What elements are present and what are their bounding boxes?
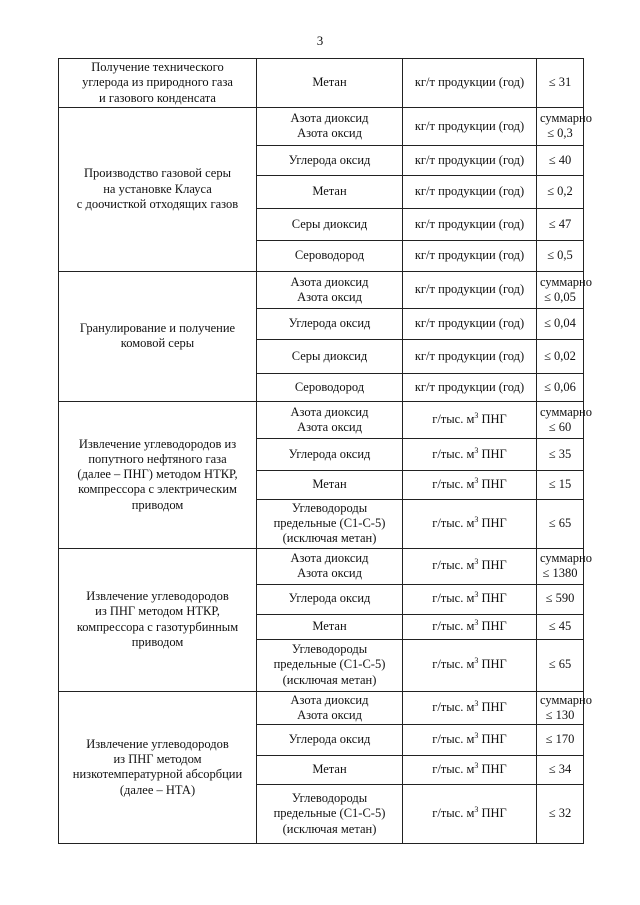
unit-cell: кг/т продукции (год) — [403, 339, 537, 373]
process-cell: Извлечение углеводородов из попутного нефтяного газа (далее – ПНГ) методом НТКР, компрессора с электрическим приводом — [59, 401, 257, 548]
unit-cell: г/тыс. $м^3$ ПНГ — [403, 470, 537, 499]
unit-cell: г/тыс. $м^3$ ПНГ — [403, 639, 537, 691]
unit-cell: г/тыс. $м^3$ ПНГ — [403, 548, 537, 584]
substance-cell: Азота диоксид Азота оксид — [257, 548, 403, 584]
value-cell: ≤ 65 — [537, 639, 584, 691]
process-cell: Извлечение углеводородов из ПНГ методом низкотемпературной абсорбции (далее – НТА) — [59, 691, 257, 844]
process-cell: Производство газовой серы на установке Клауса с доочисткой отходящих газов — [59, 107, 257, 271]
unit-cell: кг/т продукции (год) — [403, 145, 537, 175]
process-cell: Гранулирование и получение комовой серы — [59, 271, 257, 401]
value-cell: ≤ 0,06 — [537, 373, 584, 401]
substance-cell: Углерода оксид — [257, 584, 403, 614]
unit-cell: г/тыс. $м^3$ ПНГ — [403, 785, 537, 844]
value-cell: ≤ 32 — [537, 785, 584, 844]
value-cell: ≤ 170 — [537, 725, 584, 756]
unit-cell: кг/т продукции (год) — [403, 59, 537, 108]
substance-cell: Углерода оксид — [257, 308, 403, 339]
substance-cell: Углеводороды предельные (С1-С-5) (исключая метан) — [257, 785, 403, 844]
value-cell: ≤ 31 — [537, 59, 584, 108]
unit-cell: г/тыс. $м^3$ ПНГ — [403, 691, 537, 725]
value-cell: ≤ 0,04 — [537, 308, 584, 339]
process-cell: Извлечение углеводородов из ПНГ методом НТКР, компрессора с газотурбинным приводом — [59, 548, 257, 691]
value-cell: ≤ 35 — [537, 438, 584, 470]
unit-cell: г/тыс. $м^3$ ПНГ — [403, 438, 537, 470]
unit-cell: г/тыс. $м^3$ ПНГ — [403, 584, 537, 614]
substance-cell: Метан — [257, 756, 403, 785]
table-row — [59, 107, 584, 145]
substance-cell: Серы диоксид — [257, 339, 403, 373]
unit-cell: г/тыс. $м^3$ ПНГ — [403, 725, 537, 756]
unit-cell: г/тыс. $м^3$ ПНГ — [403, 756, 537, 785]
table-row — [59, 59, 584, 108]
value-cell: ≤ 0,2 — [537, 175, 584, 208]
unit-cell: кг/т продукции (год) — [403, 208, 537, 240]
substance-cell: Сероводород — [257, 240, 403, 271]
page-number: 3 — [316, 33, 324, 48]
substance-cell: Азота диоксид Азота оксид — [257, 691, 403, 725]
value-cell: ≤ 40 — [537, 145, 584, 175]
substance-cell: Углерода оксид — [257, 725, 403, 756]
unit-cell: кг/т продукции (год) — [403, 240, 537, 271]
substance-cell: Углерода оксид — [257, 145, 403, 175]
substance-cell: Углеводороды предельные (С1-С-5) (исключая метан) — [257, 639, 403, 691]
substance-cell: Углеводороды предельные (С1-С-5) (исключая метан) — [257, 499, 403, 548]
unit-cell: г/тыс. $м^3$ ПНГ — [403, 401, 537, 438]
table-row — [59, 548, 584, 584]
substance-cell: Метан — [257, 614, 403, 639]
unit-cell: кг/т продукции (год) — [403, 308, 537, 339]
substance-cell: Углерода оксид — [257, 438, 403, 470]
value-cell: ≤ 65 — [537, 499, 584, 548]
value-cell: ≤ 0,02 — [537, 339, 584, 373]
value-cell: ≤ 0,5 — [537, 240, 584, 271]
value-cell: суммарно ≤ 1380 — [537, 548, 584, 584]
process-cell: Получение технического углерода из природного газа и газового конденсата — [59, 59, 257, 108]
unit-cell: кг/т продукции (год) — [403, 271, 537, 308]
substance-cell: Метан — [257, 470, 403, 499]
value-cell: суммарно ≤ 60 — [537, 401, 584, 438]
value-cell: суммарно ≤ 130 — [537, 691, 584, 725]
value-cell: ≤ 45 — [537, 614, 584, 639]
substance-cell: Метан — [257, 175, 403, 208]
table-row — [59, 271, 584, 308]
substance-cell: Азота диоксид Азота оксид — [257, 271, 403, 308]
substance-cell: Сероводород — [257, 373, 403, 401]
substance-cell: Серы диоксид — [257, 208, 403, 240]
table-row — [59, 691, 584, 725]
value-cell: суммарно ≤ 0,05 — [537, 271, 584, 308]
value-cell: ≤ 47 — [537, 208, 584, 240]
unit-cell: кг/т продукции (год) — [403, 175, 537, 208]
table-row — [59, 401, 584, 438]
unit-cell: кг/т продукции (год) — [403, 373, 537, 401]
unit-cell: кг/т продукции (год) — [403, 107, 537, 145]
emission-limits-table — [58, 58, 592, 844]
substance-cell: Азота диоксид Азота оксид — [257, 107, 403, 145]
unit-cell: г/тыс. $м^3$ ПНГ — [403, 614, 537, 639]
value-cell: ≤ 15 — [537, 470, 584, 499]
value-cell: ≤ 590 — [537, 584, 584, 614]
substance-cell: Метан — [257, 59, 403, 108]
substance-cell: Азота диоксид Азота оксид — [257, 401, 403, 438]
value-cell: ≤ 34 — [537, 756, 584, 785]
value-cell: суммарно ≤ 0,3 — [537, 107, 584, 145]
unit-cell: г/тыс. $м^3$ ПНГ — [403, 499, 537, 548]
